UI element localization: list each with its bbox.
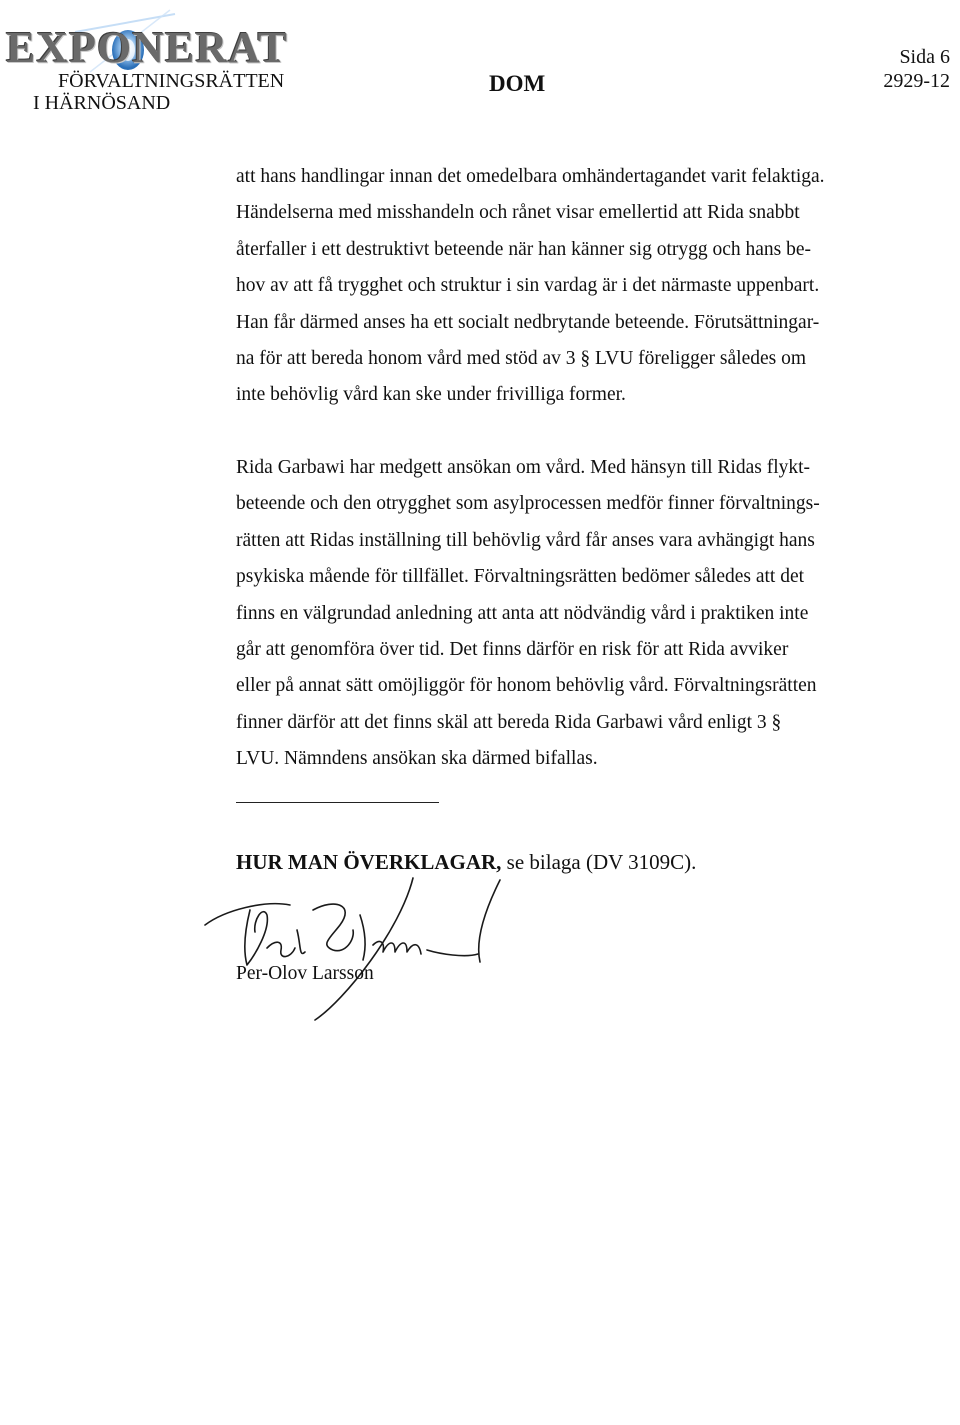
case-number: 2929-12	[883, 70, 950, 92]
body-paragraph-1	[236, 159, 876, 414]
watermark-text: EXPONERAT	[6, 23, 288, 72]
text-line: Rida Garbawi har medgett ansökan om vård. Med hänsyn till Ridas flykt-	[236, 457, 811, 478]
appeal-heading: HUR MAN ÖVERKLAGAR,	[236, 850, 502, 874]
text-line: rätten att Ridas inställning till behövlig vård får anses vara avhängigt hans	[236, 529, 815, 551]
page-number: Sida 6	[899, 46, 950, 68]
text-line: inte behövlig vård kan ske under frivilliga former.	[236, 384, 626, 406]
court-name-line1: FÖRVALTNINGSRÄTTEN	[58, 70, 285, 92]
handwritten-signature	[195, 870, 525, 1030]
body-paragraph-2	[236, 450, 876, 778]
text-line: går att genomföra över tid. Det finns därför en risk för att Rida avviker	[236, 639, 789, 661]
text-line: finns en välgrundad anledning att anta att nödvändig vård i praktiken inte	[236, 602, 809, 624]
text-line: Han får därmed anses ha ett socialt nedbrytande beteende. Förutsättningar-	[236, 311, 820, 333]
court-name-line2: I HÄRNÖSAND	[33, 92, 171, 114]
text-line: na för att bereda honom vård med stöd av 3 § LVU föreligger således om	[236, 348, 807, 370]
page-info	[883, 45, 950, 93]
text-line: Händelserna med misshandeln och rånet visar emellertid att Rida snabbt	[236, 202, 800, 224]
appeal-text: se bilaga (DV 3109C).	[501, 850, 697, 874]
text-line: LVU. Nämndens ansökan ska därmed bifallas.	[236, 748, 598, 770]
text-line: att hans handlingar innan det omedelbara omhändertagandet varit felaktiga.	[236, 166, 825, 187]
divider-line	[236, 802, 439, 803]
text-line: hov av att få trygghet och struktur i sin vardag är i det närmaste uppenbart.	[236, 275, 820, 297]
court-name	[33, 70, 285, 114]
text-line: psykiska mående för tillfället. Förvaltningsrätten bedömer således att det	[236, 566, 805, 588]
text-line: eller på annat sätt omöjliggör för honom behövlig vård. Förvaltningsrätten	[236, 675, 817, 697]
text-line: beteende och den otrygghet som asylprocessen medför finner förvaltnings-	[236, 493, 820, 515]
signer-name: Per-Olov Larsson	[236, 963, 374, 984]
document-type-title: DOM	[489, 71, 546, 96]
text-line: återfaller i ett destruktivt beteende när han känner sig otrygg och hans be-	[236, 238, 812, 260]
text-line: finner därför att det finns skäl att bereda Rida Garbawi vård enligt 3 §	[236, 711, 782, 733]
